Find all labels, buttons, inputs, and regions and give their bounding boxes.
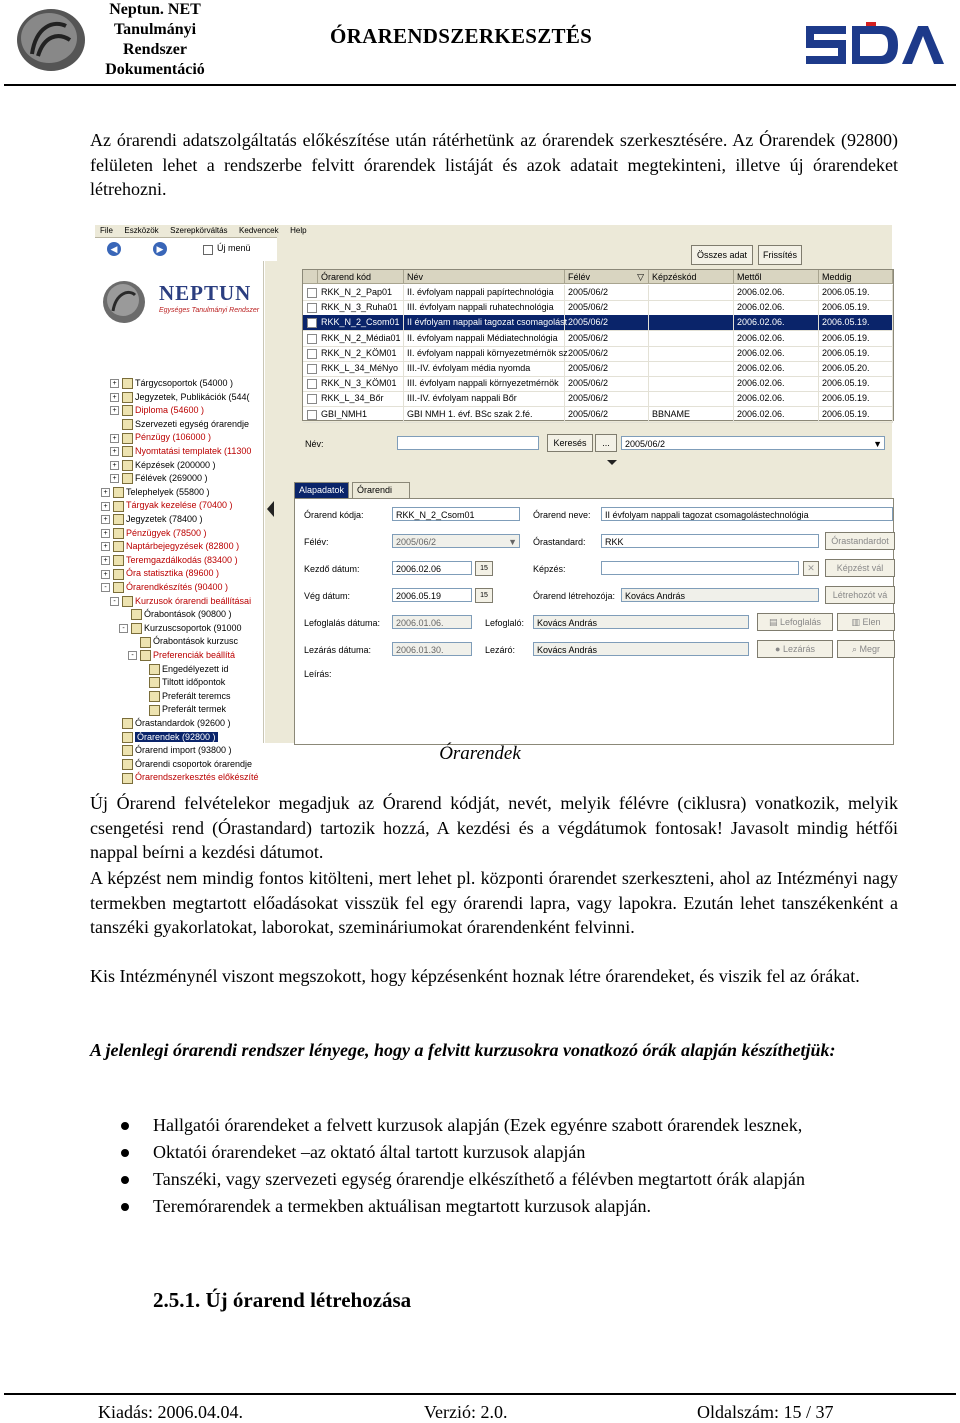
table-cell: RKK_N_2_KÖM01 [318, 346, 404, 361]
table-cell: II. évfolyam nappali Médiatechnológia [404, 331, 565, 346]
table-cell: 2006.05.19. [819, 346, 893, 361]
folder-icon [113, 541, 124, 552]
tree-node-label: Óra statisztika (89600 ) [126, 568, 220, 579]
folder-icon [113, 514, 124, 525]
name-label: Órarend neve: [533, 510, 591, 520]
tree-node-label: Kurzuscsoportok (91000 [144, 622, 242, 633]
header-doc-label [96, 0, 214, 80]
neptun-logo-icon [14, 6, 88, 74]
table-cell: RKK_N_2_Csom01 [318, 315, 404, 330]
folder-icon [113, 555, 124, 566]
forward-icon[interactable]: ▶ [153, 242, 167, 256]
neptun-orb-icon [101, 279, 147, 325]
table-cell: 2006.02.06. [734, 391, 819, 406]
row-checkbox[interactable] [307, 379, 317, 389]
folder-icon [140, 637, 151, 648]
tree-node-label: Tiltott időpontok [162, 677, 226, 688]
bullet-text: Teremórarendek a termekben aktuálisan megtartott kurzusok alapján. [153, 1196, 652, 1216]
lock-button[interactable] [757, 613, 833, 631]
tree-node-label: Nyomtatási templatek (11300 [135, 446, 252, 456]
start-date-input[interactable]: 2006.02.06 [392, 561, 472, 575]
tree-node[interactable] [101, 527, 207, 539]
start-calendar-icon[interactable]: 15 [475, 561, 493, 576]
tree-node[interactable] [101, 581, 228, 593]
table-cell [649, 376, 734, 391]
folder-icon [122, 419, 133, 430]
folder-icon [122, 446, 133, 457]
folder-icon [113, 528, 124, 539]
expand-icon[interactable]: + [110, 393, 119, 402]
detail-panel [294, 498, 894, 745]
row-checkbox[interactable] [307, 303, 317, 313]
grid-header-semester-label: Félév [568, 272, 591, 282]
creator-label: Órarend létrehozója: [533, 591, 616, 601]
tree-node[interactable] [128, 649, 235, 661]
collapse-icon[interactable]: - [101, 583, 110, 592]
tree-node-label: Preferált termek [162, 704, 227, 715]
tree-node-label: Telephelyek (55800 ) [126, 486, 210, 497]
expand-icon[interactable]: + [101, 529, 110, 538]
table-cell: 2006.05.20. [819, 361, 893, 376]
table-cell: 2006.05.19. [819, 285, 893, 300]
table-cell [649, 346, 734, 361]
tree-node[interactable] [119, 622, 242, 634]
row-checkbox[interactable] [307, 334, 317, 344]
folder-icon [122, 773, 133, 784]
menu-tools[interactable]: Eszközök [124, 226, 159, 235]
body-paragraph-3: Kis Intézménynél viszont megszokott, hogy képzésenként hoznak létre órarendeket, és viszik fel az órákat. [90, 966, 860, 986]
folder-icon [122, 460, 133, 471]
magnifier-icon: ⌕ [851, 644, 860, 654]
orarend-grid [302, 269, 894, 421]
table-cell: RKK_L_34_Bőr [318, 391, 404, 406]
tree-node[interactable] [110, 731, 218, 743]
tree-node[interactable] [110, 418, 249, 430]
tree-node[interactable] [137, 690, 231, 702]
locker-input[interactable]: Kovács András [533, 615, 749, 629]
back-icon[interactable]: ◀ [107, 242, 121, 256]
tree-node-label: Szervezeti egység órarendje [135, 418, 250, 429]
row-checkbox[interactable] [307, 288, 317, 298]
tree-node-label: Pénzügy (106000 ) [135, 432, 212, 443]
body-paragraph-2: A képzést nem mindig fontos kitölteni, mert lehet pl. központi órarendet szerkeszteni, ahol az Intézményi nagy termekben megtartott előadásokat visszük fel egy órarendi lapra, vagy lapokra. Ezután lehet tanszékenként a tanszéki gyakorlatokat, laborokat, szemináriumokat órarendenként felvinni. [90, 868, 898, 937]
table-cell: 2005/06/2 [565, 361, 649, 376]
table-cell [649, 300, 734, 315]
grid-header-check [303, 270, 318, 284]
table-cell: GBI NMH 1. évf. BSc szak 2.fé. [404, 407, 565, 422]
lead-statement: A jelenlegi órarendi rendszer lényege, hogy a felvitt kurzusokra vonatkozó órák alapján készíthetjük: [90, 1040, 836, 1060]
expand-icon[interactable]: + [101, 515, 110, 524]
expand-icon[interactable]: + [110, 434, 119, 443]
tree-node-label: Órarendek (92800 ) [137, 731, 216, 742]
tree-node[interactable] [101, 513, 203, 525]
table-cell: 2006.02.06. [734, 285, 819, 300]
bullet-dot-icon [121, 1176, 129, 1184]
expand-icon[interactable]: + [101, 502, 110, 511]
collapse-icon[interactable]: - [128, 651, 137, 660]
tree-node-label: Órarendi csoportok órarendje [135, 758, 253, 769]
grid-header-training[interactable]: Képzéskód [649, 270, 734, 284]
table-cell: II. évfolyam nappali papírtechnológia [404, 285, 565, 300]
table-row[interactable] [303, 300, 893, 316]
table-cell: 2006.05.19. [819, 391, 893, 406]
document-icon: ▥ [851, 617, 863, 627]
grid-header-semester[interactable] [565, 270, 649, 284]
folder-icon [122, 596, 133, 607]
expand-icon[interactable]: + [110, 406, 119, 415]
table-cell [649, 315, 734, 330]
tree-node-label: Órabontások (90800 ) [144, 609, 232, 620]
tree-node-label: Órastandardok (92600 ) [135, 718, 231, 728]
neptun-screenshot [95, 225, 892, 783]
neptun-tree-logo [101, 275, 267, 331]
expand-icon[interactable]: + [101, 542, 110, 551]
expand-icon[interactable]: + [101, 488, 110, 497]
training-select-button[interactable]: Képzést vál [825, 559, 895, 577]
tab-basic-data[interactable]: Alapadatok [294, 482, 349, 498]
header-rule [4, 84, 956, 86]
table-cell: 2005/06/2 [565, 346, 649, 361]
table-cell: RKK_N_3_KÖM01 [318, 376, 404, 391]
tree-node-label: Órarend import (93800 ) [135, 745, 232, 756]
start-date-label: Kezdő dátum: [304, 564, 360, 574]
tree-node-label: Naptárbejegyzések (82800 ) [126, 541, 240, 552]
folder-icon [140, 650, 151, 661]
folder-icon [122, 392, 133, 403]
tree-node[interactable] [110, 431, 211, 443]
collapse-icon[interactable]: - [119, 624, 128, 633]
tree-node-label: Jegyzetek (78400 ) [126, 514, 203, 524]
orarendek-panel [277, 237, 892, 743]
table-cell: 2005/06/2 [565, 331, 649, 346]
table-cell: RKK_N_2_Média01 [318, 331, 404, 346]
table-row[interactable] [303, 315, 893, 331]
tree-node[interactable] [110, 391, 250, 403]
header-line-4: Dokumentáció [105, 61, 205, 78]
intro-paragraph: Az órarendi adatszolgáltatás előkészítése után rátérhetünk az órarendek szerkesztésére. Az Órarendek (92800) felületen lehet a rendszerbe felvitt órarendek listáját és azok adatait megtekinteni, illetve új órarendeket létrehozni. [90, 130, 898, 199]
table-cell: 2006.05.19. [819, 315, 893, 330]
training-clear-icon[interactable]: ✕ [803, 561, 819, 576]
table-cell: III.-IV. évfolyam média nyomda [404, 361, 565, 376]
footer-issue: Kiadás: 2006.04.04. [98, 1402, 243, 1422]
folder-icon [149, 677, 160, 688]
standard-label: Órastandard: [533, 537, 586, 547]
tree-node-label: Órarendkészítés (90400 ) [126, 582, 229, 592]
description-label: Leírás: [304, 669, 332, 679]
sda-logo-icon [802, 18, 956, 70]
close-date-label: Lezárás dátuma: [304, 645, 372, 655]
figure-caption: Órarendek [439, 743, 521, 764]
tree-node[interactable] [110, 472, 208, 484]
table-row[interactable] [303, 407, 893, 423]
close-date-input[interactable]: 2006.01.30. [392, 642, 472, 656]
close-button-label: Lezárás [782, 644, 815, 654]
folder-icon [113, 582, 124, 593]
table-row[interactable] [303, 346, 893, 362]
header-line-3: Rendszer [123, 41, 187, 58]
bullet-item [90, 1194, 898, 1219]
splitter-down-arrow-icon[interactable] [607, 460, 617, 465]
table-cell: 2006.02.06. [734, 300, 819, 315]
tree-node[interactable] [101, 486, 210, 498]
menu-file[interactable]: File [100, 226, 113, 235]
expand-icon[interactable]: + [110, 461, 119, 470]
grid-header-name[interactable]: Név [404, 270, 565, 284]
menu-favorites[interactable]: Kedvencek [239, 226, 279, 235]
tree-node[interactable] [110, 445, 251, 457]
table-cell: 2005/06/2 [565, 315, 649, 330]
folder-icon [122, 433, 133, 444]
folder-icon [113, 487, 124, 498]
table-cell: BBNAME [649, 407, 734, 422]
search-button[interactable]: Keresés [547, 434, 593, 452]
tree-node[interactable] [110, 595, 251, 607]
tree-node[interactable] [110, 771, 259, 783]
ellipsis-button[interactable]: ... [595, 434, 617, 452]
tree-node-label: Képzések (200000 ) [135, 459, 216, 470]
expand-icon[interactable]: + [110, 447, 119, 456]
tree-node-label: Tárgycsoportok (54000 ) [135, 378, 234, 388]
collapse-icon[interactable]: - [110, 597, 119, 606]
table-row[interactable] [303, 376, 893, 392]
collapse-arrow-icon[interactable] [267, 501, 274, 517]
tree-node-label: Órarendszerkesztés előkészíté [135, 772, 259, 783]
end-date-input[interactable]: 2006.05.19 [392, 588, 472, 602]
bullet-text: Oktatói órarendeket –az oktató által tartott kurzusok alapján [153, 1142, 586, 1162]
tab-timetable-relations[interactable]: Órarendi [352, 482, 410, 498]
table-cell: 2006.02.06. [734, 331, 819, 346]
expand-icon[interactable]: + [101, 556, 110, 565]
tree-node-label: Teremgazdálkodás (83400 ) [126, 554, 238, 565]
grid-header-code[interactable]: Órarend kód [318, 270, 404, 284]
table-cell: 2006.05.19. [819, 331, 893, 346]
view-button-label: Megr [859, 644, 881, 654]
header-line-2: Tanulmányi [113, 21, 197, 38]
filter-name-input[interactable] [397, 436, 539, 450]
expand-icon[interactable]: + [110, 379, 119, 388]
folder-icon [113, 501, 124, 512]
table-cell: II évfolyam nappali tagozat csomagolást [404, 315, 565, 330]
new-menu-label: Új menü [217, 243, 251, 253]
lock-icon: ▤ [768, 617, 780, 627]
row-checkbox[interactable] [307, 364, 317, 374]
tree-node[interactable] [110, 404, 204, 416]
folder-icon [149, 691, 160, 702]
semester-label: Félév: [304, 537, 329, 547]
table-cell: 2006.02.06. [734, 346, 819, 361]
tree-node-label: Félévek (269000 ) [135, 473, 208, 484]
tree-node-label: Preferenciák beállítá [153, 650, 236, 660]
table-row[interactable] [303, 391, 893, 407]
bullet-item [90, 1113, 898, 1138]
closer-label: Lezáró: [485, 645, 516, 655]
end-date-label: Vég dátum: [304, 591, 351, 601]
tree-node[interactable] [101, 554, 238, 566]
menu-tree [95, 261, 264, 783]
table-cell: 2006.02.06. [734, 315, 819, 330]
footer-rule [4, 1393, 956, 1395]
tree-node-label: Engedélyezett id [162, 663, 229, 674]
creator-input[interactable]: Kovács András [621, 588, 819, 602]
grid-header-from[interactable]: Mettől [734, 270, 819, 284]
table-cell: III. évfolyam nappali környezetmérnök [404, 376, 565, 391]
table-cell: RKK_L_34_MéNyo [318, 361, 404, 376]
splitter[interactable] [265, 261, 277, 743]
expand-icon[interactable]: + [101, 570, 110, 579]
tree-node[interactable] [137, 663, 229, 675]
semester-select[interactable] [392, 534, 520, 548]
locker-label: Lefoglaló: [485, 618, 525, 628]
table-cell: 2005/06/2 [565, 391, 649, 406]
creator-select-button[interactable]: Létrehozót vá [825, 586, 895, 604]
header-line-1: Neptun. NET [109, 1, 201, 18]
filter-name-label: Név: [305, 439, 324, 449]
bullet-dot-icon [121, 1149, 129, 1157]
semester-value: 2005/06/2 [396, 537, 437, 547]
row-checkbox[interactable] [307, 410, 317, 420]
neptun-logo-text: NEPTUN [159, 281, 252, 305]
sort-desc-icon: ▽ [637, 272, 644, 282]
folder-icon [122, 473, 133, 484]
menu-help[interactable]: Help [290, 226, 307, 235]
lock-button-label: Lefoglalás [779, 617, 822, 627]
table-cell: 2005/06/2 [565, 407, 649, 422]
table-row[interactable] [303, 331, 893, 347]
row-checkbox[interactable] [307, 318, 317, 328]
tree-node[interactable] [137, 703, 226, 715]
folder-icon [149, 664, 160, 675]
close-button[interactable] [757, 640, 833, 658]
table-row[interactable] [303, 361, 893, 377]
table-cell: GBI_NMH1 [318, 407, 404, 422]
tree-node-label: Jegyzetek, Publikációk (544( [135, 391, 250, 402]
lock-date-label: Lefoglalás dátuma: [304, 618, 381, 628]
table-cell: RKK_N_3_Ruha01 [318, 300, 404, 315]
table-cell [649, 391, 734, 406]
tree-node[interactable] [110, 459, 216, 471]
code-label: Órarend kódja: [304, 510, 364, 520]
tree-node[interactable] [119, 608, 232, 620]
semester-filter-value: 2005/06/2 [625, 439, 666, 449]
tree-node[interactable] [110, 717, 231, 729]
code-input[interactable]: RKK_N_2_Csom01 [392, 507, 520, 521]
table-cell: 2006.02.06. [734, 376, 819, 391]
description-input[interactable] [392, 667, 893, 737]
body-paragraph-1: Új Órarend felvételekor megadjuk az Órarend kódját, nevét, melyik félévre (ciklusra) vonatkozik, melyik csengetési rend (Órastandard) tartozik hozzá, A kezdési és a végdátumok fontosak! Javasolt mindig hétfői nappal beírni a kezdési dátumot. [90, 793, 898, 862]
bullet-text: Tanszéki, vagy szervezeti egység órarendje elkészíthető a félévben megtartott órák alapján [153, 1169, 805, 1189]
table-cell [649, 361, 734, 376]
tree-node-label: Diploma (54600 ) [135, 405, 205, 416]
table-cell: 2005/06/2 [565, 285, 649, 300]
table-cell: RKK_N_2_Pap01 [318, 285, 404, 300]
header-title: ÓRARENDSZERKESZTÉS [330, 24, 593, 48]
bullet-item [90, 1140, 898, 1165]
tree-node[interactable] [101, 567, 219, 579]
name-input[interactable]: II évfolyam nappali tagozat csomagolástechnológia [601, 507, 893, 521]
folder-icon [131, 623, 142, 634]
all-data-button[interactable]: Összes adat [691, 245, 753, 265]
semester-chevron-down-icon: ▼ [508, 537, 517, 547]
section-heading: 2.5.1. Új órarend létrehozása [153, 1288, 412, 1312]
table-row[interactable] [303, 285, 893, 301]
table-cell: III. évfolyam nappali ruhatechnológia [404, 300, 565, 315]
table-cell [649, 331, 734, 346]
bullet-list [90, 1113, 898, 1221]
tree-node-label: Preferált teremcs [162, 690, 231, 701]
semester-filter-select[interactable] [621, 436, 885, 450]
standard-input[interactable]: RKK [601, 534, 819, 548]
expand-icon[interactable]: + [110, 474, 119, 483]
folder-icon [113, 569, 124, 580]
reject-button[interactable] [837, 613, 895, 631]
new-menu-checkbox[interactable] [203, 245, 213, 255]
tree-node-label: Pénzügyek (78500 ) [126, 527, 207, 538]
view-button[interactable] [837, 640, 895, 658]
tree-node-label: Tárgyak kezelése (70400 ) [126, 500, 233, 511]
refresh-button[interactable]: Frissítés [758, 245, 802, 265]
menu-role-switch[interactable]: Szerepkörváltás [170, 226, 228, 235]
toolbar [95, 238, 285, 260]
row-checkbox[interactable] [307, 394, 317, 404]
table-cell: 2005/06/2 [565, 376, 649, 391]
lock-date-input[interactable]: 2006.01.06. [392, 615, 472, 629]
footer-page: Oldalszám: 15 / 37 [697, 1402, 834, 1422]
neptun-logo-subtitle: Egységes Tanulmányi Rendszer [159, 307, 260, 314]
bullet-dot-icon [121, 1203, 129, 1211]
tree-node[interactable] [128, 635, 238, 647]
bullet-text: Hallgatói órarendeket a felvett kurzusok alapján (Ezek egyénre szabott órarendek lesznek, [153, 1115, 803, 1135]
standard-select-button[interactable]: Órastandardot [825, 532, 895, 550]
tree-node[interactable] [137, 676, 225, 688]
tree-node-label: Kurzusok órarendi beállításai [135, 595, 252, 606]
chevron-down-icon: ▼ [873, 439, 882, 449]
reject-button-label: Elen [862, 617, 881, 627]
table-cell: 2006.02.06. [734, 361, 819, 376]
folder-icon [131, 609, 142, 620]
tree-node[interactable] [101, 540, 239, 552]
table-cell [649, 285, 734, 300]
table-cell: 2006.02.06. [734, 407, 819, 422]
bullet-dot-icon [121, 1122, 129, 1130]
padlock-icon: ● [775, 644, 783, 654]
folder-icon [122, 718, 133, 729]
end-calendar-icon[interactable]: 15 [475, 588, 493, 603]
page-header [0, 0, 960, 86]
table-cell: 2005/06/2 [565, 300, 649, 315]
table-cell: 2006.05.19. [819, 300, 893, 315]
bullet-item [90, 1167, 898, 1192]
training-label: Képzés: [533, 564, 566, 574]
folder-icon [122, 378, 133, 389]
closer-input[interactable]: Kovács András [533, 642, 749, 656]
grid-header-to[interactable]: Meddig [819, 270, 893, 284]
tree-node[interactable] [101, 499, 233, 511]
table-cell: III.-IV. évfolyam nappali Bőr [404, 391, 565, 406]
folder-icon [122, 405, 133, 416]
training-input[interactable] [601, 561, 799, 575]
tree-node[interactable] [110, 377, 233, 389]
tree-node-label: Órabontások kurzusc [153, 636, 239, 647]
folder-icon [122, 732, 133, 743]
table-cell: II. évfolyam nappali környezetmérnök sz [404, 346, 565, 361]
footer-version: Verzió: 2.0. [424, 1402, 508, 1422]
row-checkbox[interactable] [307, 349, 317, 359]
table-cell: 2006.05.19. [819, 407, 893, 422]
table-cell: 2006.05.19. [819, 376, 893, 391]
folder-icon [149, 705, 160, 716]
